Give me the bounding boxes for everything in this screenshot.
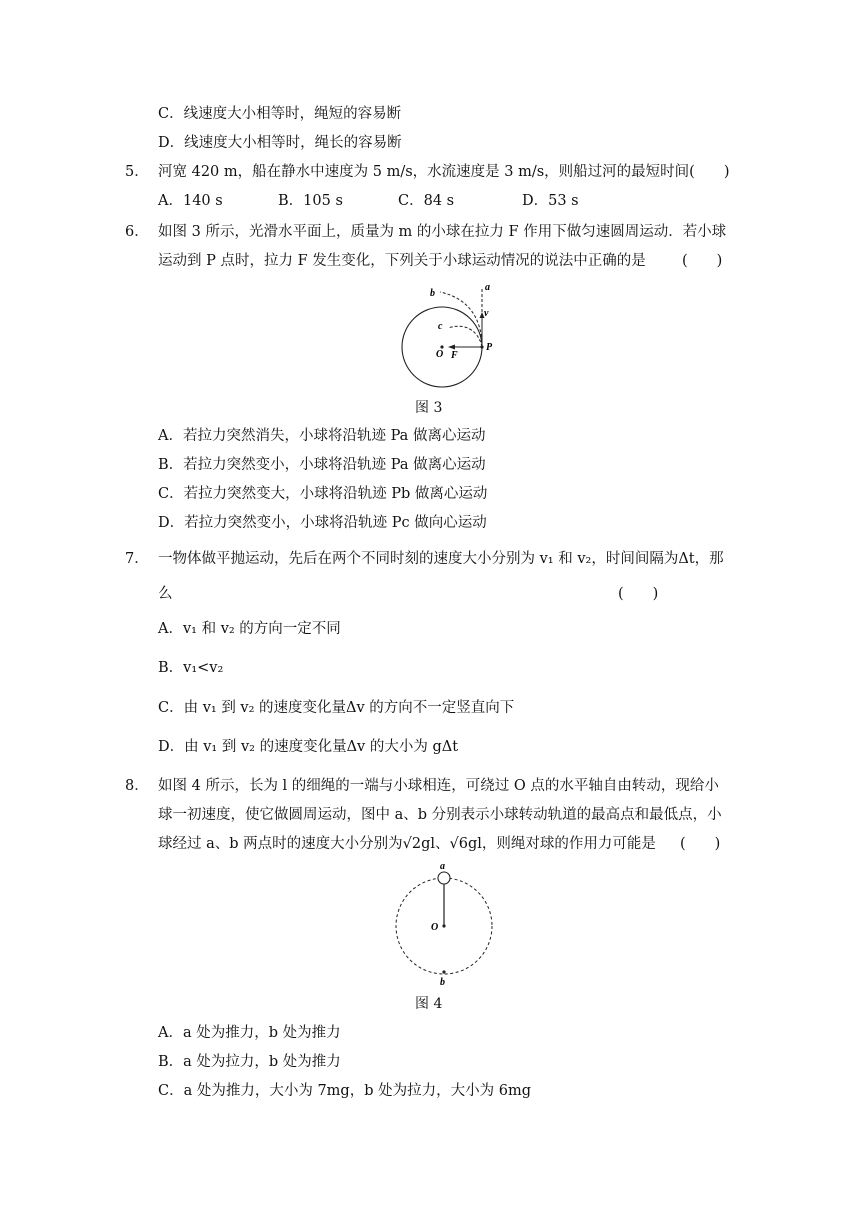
q6-option-a: A．若拉力突然消失，小球将沿轨迹 Pa 做离心运动 xyxy=(158,428,486,444)
figure-3-diagram xyxy=(390,278,520,398)
q4-option-d: D．线速度大小相等时，绳长的容易断 xyxy=(158,135,402,151)
q5-option-d: D．53 s xyxy=(522,193,579,209)
label-c: c xyxy=(438,321,443,332)
point-p-dot xyxy=(480,345,483,348)
q7-option-b: B．v₁<v₂ xyxy=(158,660,224,676)
q5-option-c: C．84 s xyxy=(398,193,455,209)
label-o: O xyxy=(431,922,439,933)
q6-option-d: D．若拉力突然变小，小球将沿轨迹 Pc 做向心运动 xyxy=(158,515,487,531)
force-arrowhead xyxy=(448,345,455,350)
q6-number: 6． xyxy=(125,224,149,240)
q7-option-a: A．v₁ 和 v₂ 的方向一定不同 xyxy=(158,621,341,637)
center-o-dot xyxy=(442,924,445,927)
label-f: F xyxy=(451,350,458,361)
q7-stem-line2: 么 xyxy=(158,586,173,602)
q8-answer-paren: ( ) xyxy=(680,836,721,852)
q8-option-b: B．a 处为拉力，b 处为推力 xyxy=(158,1054,341,1070)
figure-4-caption: 图 4 xyxy=(415,996,443,1012)
point-b-dot xyxy=(442,970,445,973)
label-o: O xyxy=(436,349,444,360)
label-a: a xyxy=(485,282,490,293)
q5-stem: 河宽 420 m，船在静水中速度为 5 m/s，水流速度是 3 m/s，则船过河的最短时间( ) xyxy=(158,164,730,180)
q5-number: 5． xyxy=(125,164,149,180)
q8-stem-line3: 球经过 a、b 两点时的速度大小分别为√2gl、√6gl，则绳对球的作用力可能是 xyxy=(158,836,656,852)
q7-number: 7． xyxy=(125,551,149,567)
q7-answer-paren: ( ) xyxy=(618,586,659,602)
q7-option-c: C．由 v₁ 到 v₂ 的速度变化量Δv 的方向不一定竖直向下 xyxy=(158,700,515,716)
q6-option-b: B．若拉力突然变小，小球将沿轨迹 Pa 做离心运动 xyxy=(158,457,486,473)
q7-option-d: D．由 v₁ 到 v₂ 的速度变化量Δv 的大小为 gΔt xyxy=(158,739,459,755)
q6-answer-paren: ( ) xyxy=(682,253,723,269)
q6-option-c: C．若拉力突然变大，小球将沿轨迹 Pb 做离心运动 xyxy=(158,486,488,502)
ball-at-a xyxy=(438,872,450,884)
q8-stem-line1: 如图 4 所示，长为 l 的细绳的一端与小球相连，可绕过 O 点的水平轴自由转动，现给小 xyxy=(158,778,719,794)
q5-option-a: A．140 s xyxy=(158,193,223,209)
q4-option-c: C．线速度大小相等时，绳短的容易断 xyxy=(158,106,402,122)
label-p: P xyxy=(486,342,493,353)
figure-3-caption: 图 3 xyxy=(415,400,443,416)
label-b: b xyxy=(440,977,445,988)
q8-stem-line2: 球一初速度，使它做圆周运动，图中 a、b 分别表示小球转动轨道的最高点和最低点，小 xyxy=(158,807,722,823)
q8-option-c: C．a 处为推力，大小为 7mg，b 处为拉力，大小为 6mg xyxy=(158,1083,531,1099)
trajectory-pb xyxy=(440,292,482,347)
q6-stem-line1: 如图 3 所示，光滑水平面上，质量为 m 的小球在拉力 F 作用下做匀速圆周运动．若小球 xyxy=(158,224,727,240)
q8-number: 8． xyxy=(125,778,149,794)
q6-stem-line2: 运动到 P 点时，拉力 F 发生变化，下列关于小球运动情况的说法中正确的是 xyxy=(158,253,646,269)
q5-option-b: B．105 s xyxy=(278,193,343,209)
label-a: a xyxy=(440,861,445,872)
label-v: v xyxy=(484,308,489,319)
label-b: b xyxy=(430,288,435,299)
trajectory-pc xyxy=(448,326,482,347)
q8-option-a: A．a 处为推力，b 处为推力 xyxy=(158,1025,341,1041)
figure-4-diagram xyxy=(388,860,498,992)
q7-stem-line1: 一物体做平抛运动，先后在两个不同时刻的速度大小分别为 v₁ 和 v₂，时间间隔为Δt，那 xyxy=(158,551,724,567)
